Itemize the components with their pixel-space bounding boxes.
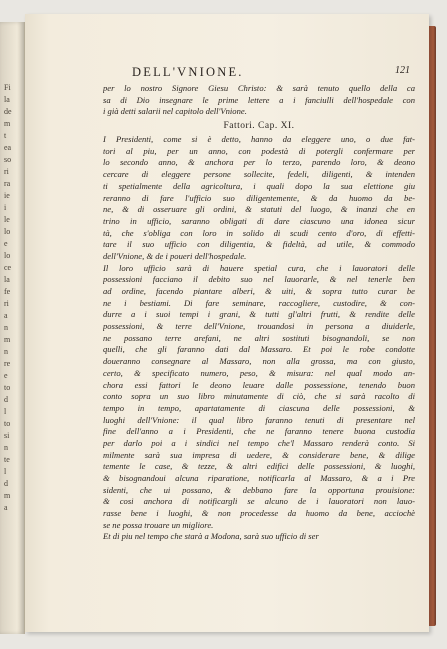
text-line: fine dell'anno a i Presidenti, che ne faranno tenere buona custodia	[103, 426, 415, 437]
page-number: 121	[395, 65, 410, 76]
text-line: tempo in tempo, apartatamente di ciascuna delle possessioni, &	[103, 402, 415, 413]
left-page-fragment: ie	[4, 191, 10, 200]
text-line: possessioni facciano il debito suo nel lauorarle, & nel tenerle ben	[103, 274, 415, 285]
text-line: cercare di eleggere persone sollecite, fedeli, diligenti, & intenden	[103, 169, 415, 180]
text-line: ad ordine, facendo piantare alberi, & uiti, & sopra tutto curar be	[103, 286, 415, 296]
left-page-fragment: de	[4, 107, 12, 116]
text-line: se ne possa trouare un migliore.	[103, 519, 214, 530]
left-page-fragment: e	[4, 371, 8, 380]
left-page-fragment: d	[4, 479, 8, 488]
text-line: dell'Vnione, & de i poueri dell'hospedale.	[103, 250, 247, 261]
running-head: DELL'VNIONE.	[132, 65, 244, 79]
left-page-fragment: so	[4, 155, 12, 164]
left-page-fragment: m	[4, 119, 11, 128]
left-page-fragment: to	[4, 419, 11, 428]
left-page-fragment: i	[4, 203, 7, 212]
left-page-fragment: le	[4, 215, 10, 224]
text-line: & bisognandoui alcuna riparatione, notificarla al Massaro, & a i Pre	[103, 473, 415, 483]
left-page-fragment: re	[4, 359, 11, 368]
text-line: durre a i suoi tempi i grani, & tutti gl'altri frutti, & rendite delle	[103, 309, 415, 320]
left-page-fragment: d	[4, 395, 8, 404]
text-line: conto sopra un suo libro minutamente di ciò, che si sarà racolto di	[103, 391, 415, 402]
left-page-fragment: ri	[4, 167, 9, 176]
text-line: tori al piu, per un anno, con podestà di potergli confermare per	[103, 145, 415, 156]
body-text	[103, 83, 415, 543]
left-page-fragment: l	[4, 407, 7, 416]
text-line: sa di Dio insegnare le prime lettere a i fanciulli dell'hospedale con	[103, 94, 415, 105]
left-page-fragment: ra	[4, 179, 11, 188]
left-page-fragment: n	[4, 347, 8, 356]
left-page-fragment: si	[4, 431, 10, 440]
left-page-fragment: ce	[4, 263, 12, 272]
left-page-fragment: la	[4, 275, 10, 284]
text-line: per darlo poi a i sindici nel tempo che'l Massaro renderà conto. Si	[103, 437, 415, 448]
text-line: tà, che s'obliga con loro in solido di scudi cento d'oro, di effetti-	[103, 227, 415, 238]
text-line: i già detti salarii nel capitolo dell'Vnione.	[103, 106, 247, 117]
chapter-title: Fattori. Cap. XI.	[223, 121, 295, 132]
text-line: certo, & specificato numero, peso, & misura: nel qual modo an-	[103, 367, 415, 378]
page-edge-binding	[429, 26, 436, 626]
text-line: I Presidenti, come si è detto, hanno da eleggere uno, o due fat-	[103, 134, 415, 145]
left-page-fragment: to	[4, 383, 11, 392]
left-page-fragment: a	[4, 311, 8, 320]
text-line: Et di piu nel tempo che starà a Modona, sarà suo ufficio di ser	[103, 531, 319, 542]
intro-paragraph	[103, 83, 415, 118]
left-page-fragment: la	[4, 95, 10, 104]
text-line: chora essi fattori le deono leuare dalle possessione, tenendo buon	[103, 379, 415, 390]
text-line: quelli, che gli faranno dati dal Massaro. Et poi le robe condotte	[103, 344, 415, 355]
left-page-fragment: lo	[4, 227, 11, 236]
paragraph-fattori	[103, 134, 415, 263]
text-line: lo secondo anno, & anchora per lo terzo, parendo loro, & deono	[103, 157, 415, 168]
text-line: ti spetialmente della agricoltura, i quali dopo la sua elettione giu	[103, 180, 415, 191]
text-line: milmente sarà sua impresa di uedere, & considerare bene, & dilige	[103, 449, 415, 460]
page-header	[102, 65, 410, 79]
left-page-fragment: m	[4, 491, 11, 500]
paragraph-modona	[103, 531, 415, 543]
text-line: ne possano terre arefani, ne altri sostituti bisognandoli, se non	[103, 332, 415, 343]
text-line: ne, & di osseruare gli ordini, & statuti del luogo, & inanzi che en	[103, 204, 415, 215]
left-page-fragment: n	[4, 443, 8, 452]
left-page-fragment: te	[4, 455, 10, 464]
text-line: & cosi anchora di notificargli se alcuno de i lauoratori non lauo-	[103, 496, 415, 507]
text-line: ne i bestiami. Di fare seminare, raccogliere, custodire, & con-	[103, 297, 415, 308]
text-line: sidenti, che ui possano, & debbano fare la opportuna prouisione:	[103, 484, 415, 495]
paragraph-ufficio	[103, 263, 415, 532]
text-line: temente le case, & tezze, & altri edifici delle possessioni, & luoghi,	[103, 461, 415, 472]
left-page-fragment: t	[4, 131, 7, 140]
left-page-fragment: ri	[4, 299, 9, 308]
left-page-fragment: l	[4, 467, 7, 476]
left-page-fragment: Fi	[4, 83, 11, 92]
text-line: per lo nostro Signore Giesu Christo: & sarà tenuto quello della ca	[103, 83, 415, 93]
left-page-fragment: n	[4, 323, 8, 332]
text-line: doueranno consegnare al Massaro, non alla grossa, ma con giusto,	[103, 356, 415, 367]
left-page-fragment: m	[4, 335, 11, 344]
left-page-fragment: lo	[4, 251, 11, 260]
text-line: trino in ufficio, saranno obligati di dare ciascuno una idonea sicur	[103, 215, 415, 226]
text-line: possessioni, & terre dell'Vnione, trouandosi in persona a diuiderle,	[103, 321, 415, 332]
left-page-edge	[0, 22, 25, 634]
left-page-fragment: a	[4, 503, 8, 512]
text-line: Il loro ufficio sarà di hauere spetial cura, che i lauoratori delle	[103, 262, 415, 273]
left-page-fragment: ea	[4, 143, 12, 152]
text-line: reranno di fare l'ufficio suo diligentemente, & da huomo da be-	[103, 192, 415, 203]
text-line: tare il suo ufficio con diligentia, & fideltà, ad utile, & commodo	[103, 239, 415, 250]
left-page-fragment: fe	[4, 287, 11, 296]
left-page-fragment: e	[4, 239, 8, 248]
text-line: rasse bene i luoghi, & non procedesse da huomo da bene, acciochè	[103, 508, 415, 519]
text-line: luoghi dell'Vnione: il qual libro faranno tenuti di presentare nel	[103, 414, 415, 425]
